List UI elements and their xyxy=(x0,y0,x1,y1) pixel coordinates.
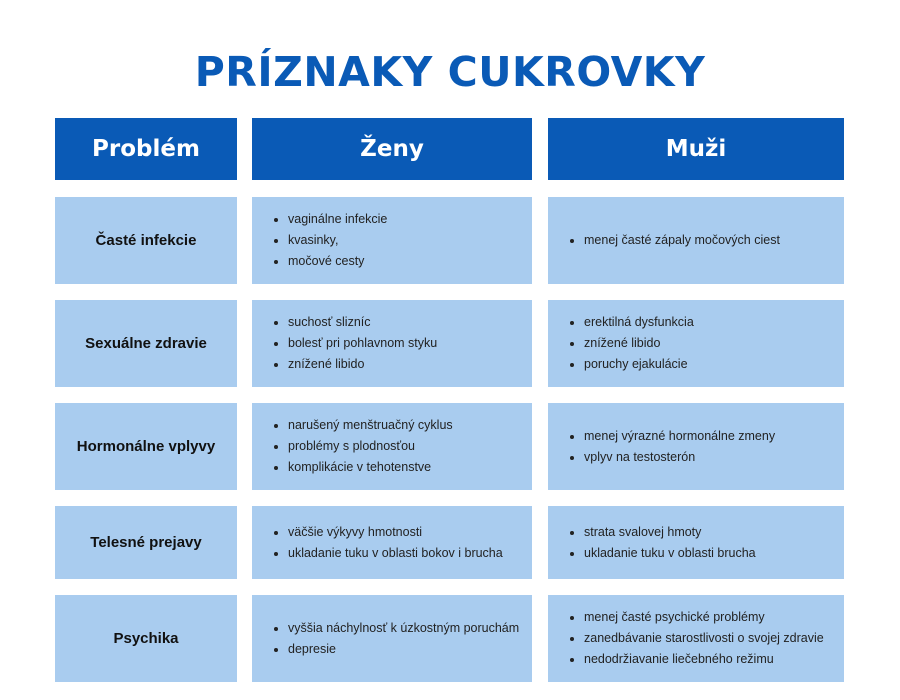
list-item: väčšie výkyvy hmotnosti xyxy=(272,522,503,543)
list-item: problémy s plodnosťou xyxy=(272,436,453,457)
symptom-list xyxy=(548,230,780,251)
list-item: bolesť pri pohlavnom styku xyxy=(272,333,437,354)
zeny-cell xyxy=(252,506,532,579)
zeny-cell xyxy=(252,595,532,682)
problem-cell: Hormonálne vplyvy xyxy=(55,403,237,490)
symptom-list xyxy=(548,607,824,670)
problem-cell: Časté infekcie xyxy=(55,197,237,284)
list-item: ukladanie tuku v oblasti brucha xyxy=(568,543,756,564)
muzi-cell xyxy=(548,506,844,579)
list-item: depresie xyxy=(272,639,519,660)
list-item: močové cesty xyxy=(272,251,387,272)
list-item: zanedbávanie starostlivosti o svojej zdravie xyxy=(568,628,824,649)
zeny-cell xyxy=(252,300,532,387)
symptom-list xyxy=(548,312,694,375)
list-item: vplyv na testosterón xyxy=(568,447,775,468)
list-item: strata svalovej hmoty xyxy=(568,522,756,543)
list-item: znížené libido xyxy=(568,333,694,354)
page-title: PRÍZNAKY CUKROVKY xyxy=(194,48,706,96)
list-item: poruchy ejakulácie xyxy=(568,354,694,375)
list-item: narušený menštruačný cyklus xyxy=(272,415,453,436)
symptom-list xyxy=(548,522,756,564)
symptom-list xyxy=(252,618,519,660)
problem-cell: Sexuálne zdravie xyxy=(55,300,237,387)
list-item: suchosť slizníc xyxy=(272,312,437,333)
list-item: znížené libido xyxy=(272,354,437,375)
symptom-list xyxy=(548,426,775,468)
muzi-cell xyxy=(548,595,844,682)
muzi-cell xyxy=(548,300,844,387)
list-item: nedodržiavanie liečebného režimu xyxy=(568,649,824,670)
list-item: komplikácie v tehotenstve xyxy=(272,457,453,478)
list-item: menej časté psychické problémy xyxy=(568,607,824,628)
symptom-list xyxy=(252,522,503,564)
header-muzi: Muži xyxy=(548,118,844,180)
list-item: vyššia náchylnosť k úzkostným poruchám xyxy=(272,618,519,639)
symptom-list xyxy=(252,312,437,375)
muzi-cell xyxy=(548,403,844,490)
header-problem: Problém xyxy=(55,118,237,180)
problem-cell: Psychika xyxy=(55,595,237,682)
symptom-list xyxy=(252,415,453,478)
problem-cell: Telesné prejavy xyxy=(55,506,237,579)
list-item: menej časté zápaly močových ciest xyxy=(568,230,780,251)
list-item: menej výrazné hormonálne zmeny xyxy=(568,426,775,447)
zeny-cell xyxy=(252,403,532,490)
symptom-list xyxy=(252,209,387,272)
zeny-cell xyxy=(252,197,532,284)
list-item: ukladanie tuku v oblasti bokov i brucha xyxy=(272,543,503,564)
list-item: vaginálne infekcie xyxy=(272,209,387,230)
header-zeny: Ženy xyxy=(252,118,532,180)
muzi-cell xyxy=(548,197,844,284)
list-item: erektilná dysfunkcia xyxy=(568,312,694,333)
list-item: kvasinky, xyxy=(272,230,387,251)
